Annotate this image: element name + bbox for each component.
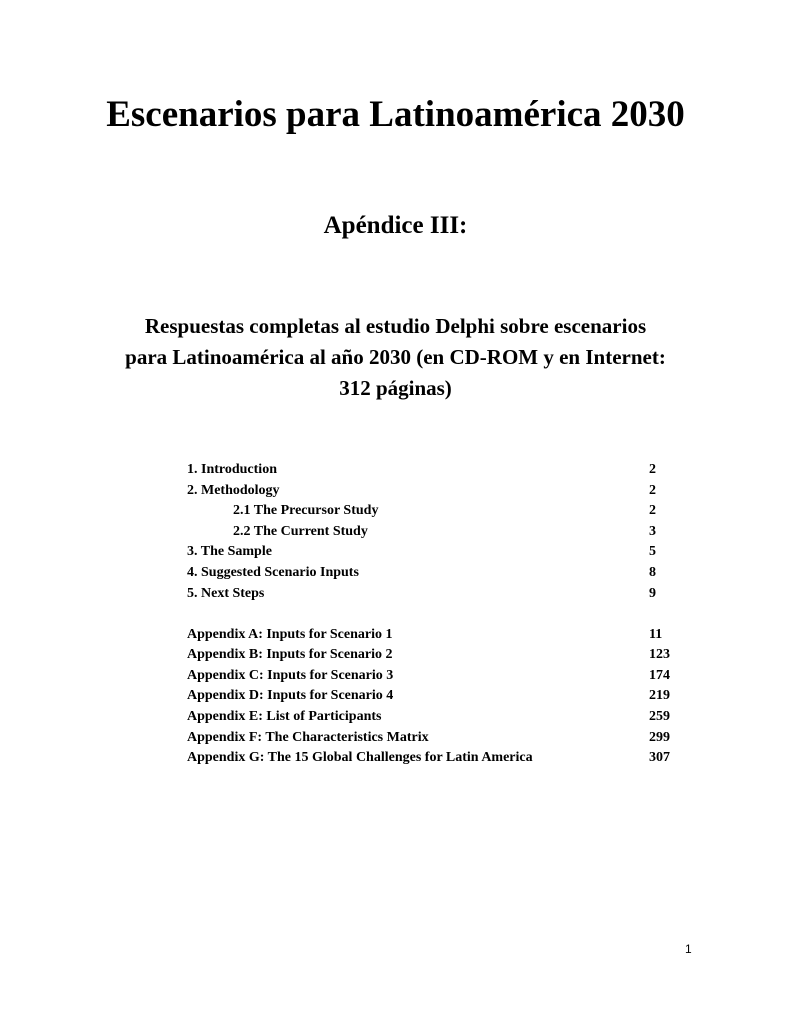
document-title: Escenarios para Latinoamérica 2030 <box>106 94 685 135</box>
toc-entry-page: 174 <box>649 667 670 683</box>
toc-entry-sample <box>187 542 677 563</box>
toc-entry-page: 9 <box>649 585 656 601</box>
toc-entry-introduction <box>187 460 677 481</box>
toc-entry-label: Appendix A: Inputs for Scenario 1 <box>187 626 393 642</box>
toc-entry-label: 5. Next Steps <box>187 585 265 601</box>
toc-entry-next-steps <box>187 584 677 605</box>
toc-entry-appendix-f <box>187 728 677 749</box>
toc-entry-page: 2 <box>649 482 656 498</box>
toc-entry-label: Appendix C: Inputs for Scenario 3 <box>187 667 394 683</box>
toc-entry-label: Appendix D: Inputs for Scenario 4 <box>187 688 394 704</box>
toc-entry-appendix-d <box>187 686 677 707</box>
toc-entry-page: 2 <box>649 462 656 477</box>
toc-entry-page: 259 <box>649 708 670 724</box>
toc-entry-label: 4. Suggested Scenario Inputs <box>187 564 359 580</box>
toc-entry-page: 123 <box>649 647 670 663</box>
description-line: Respuestas completas al estudio Delphi sobre escenarios <box>144 314 647 338</box>
toc-entry-current-study <box>187 522 677 543</box>
page-number: 1 <box>685 942 692 956</box>
toc-entry-methodology <box>187 481 677 502</box>
toc-entry-precursor-study <box>187 501 677 522</box>
toc-entry-label: 1. Introduction <box>187 462 277 477</box>
toc-entry-page: 307 <box>649 750 670 766</box>
toc-entry-page: 8 <box>649 564 656 580</box>
description-line: 312 páginas) <box>339 376 452 400</box>
toc-entry-label: 2. Methodology <box>187 482 280 498</box>
toc-entry-page: 299 <box>649 729 670 745</box>
appendix-description <box>0 311 791 404</box>
toc-entry-page: 3 <box>649 523 656 539</box>
toc-entry-label: 2.2 The Current Study <box>233 523 368 539</box>
toc-entry-appendix-a <box>187 625 677 646</box>
toc-entry-page: 219 <box>649 688 670 704</box>
toc-entry-label: Appendix B: Inputs for Scenario 2 <box>187 647 393 663</box>
toc-entry-page: 11 <box>649 626 663 642</box>
toc-entry-label: Appendix G: The 15 Global Challenges for Latin America <box>187 750 533 766</box>
toc-spacer <box>187 604 677 624</box>
toc-entry-appendix-b <box>187 645 677 666</box>
toc-entry-page: 5 <box>649 544 656 560</box>
appendix-heading: Apéndice III: <box>323 212 468 239</box>
toc-entry-label: 2.1 The Precursor Study <box>233 503 379 519</box>
table-of-contents <box>187 460 677 769</box>
toc-entry-label: 3. The Sample <box>187 544 272 560</box>
toc-entry-page: 2 <box>649 503 656 519</box>
description-line: para Latinoamérica al año 2030 (en CD-ROM y en Internet: <box>125 345 666 369</box>
toc-entry-appendix-c <box>187 666 677 687</box>
toc-entry-label: Appendix F: The Characteristics Matrix <box>187 729 429 745</box>
toc-entry-label: Appendix E: List of Participants <box>187 708 382 724</box>
toc-entry-appendix-g <box>187 748 677 769</box>
toc-entry-scenario-inputs <box>187 563 677 584</box>
toc-entry-appendix-e <box>187 707 677 728</box>
